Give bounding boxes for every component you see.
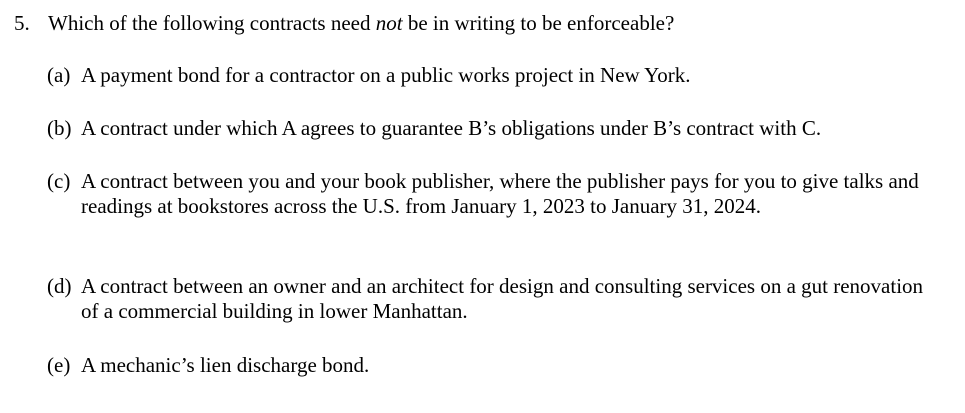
question-text-after: be in writing to be enforceable?: [402, 11, 675, 35]
option-text: A contract between an owner and an architect for design and consulting services on a gut renovation of a commercial building in lower Manhattan.: [81, 274, 924, 323]
option-c: [47, 169, 927, 219]
option-d: [47, 274, 927, 324]
question-text-before: Which of the following contracts need: [48, 11, 376, 35]
option-b: [47, 116, 927, 141]
option-text: A contract under which A agrees to guarantee B’s obligations under B’s contract with C.: [81, 116, 822, 140]
option-a: [47, 63, 927, 88]
option-label: (a): [47, 63, 71, 87]
question-stem: [14, 10, 674, 36]
option-label: (b): [47, 116, 72, 140]
option-text: A payment bond for a contractor on a public works project in New York.: [81, 63, 691, 87]
option-label: (e): [47, 353, 71, 377]
option-text: A mechanic’s lien discharge bond.: [81, 353, 370, 377]
question-text-emphasis: not: [375, 11, 403, 35]
question-number: 5.: [14, 11, 30, 35]
option-text: A contract between you and your book publisher, where the publisher pays for you to give talks and readings at bookstores across the U.S. from January 1, 2023 to January 31, 2024.: [81, 169, 919, 218]
option-e: [47, 353, 927, 378]
option-label: (c): [47, 169, 71, 193]
option-label: (d): [47, 274, 72, 298]
